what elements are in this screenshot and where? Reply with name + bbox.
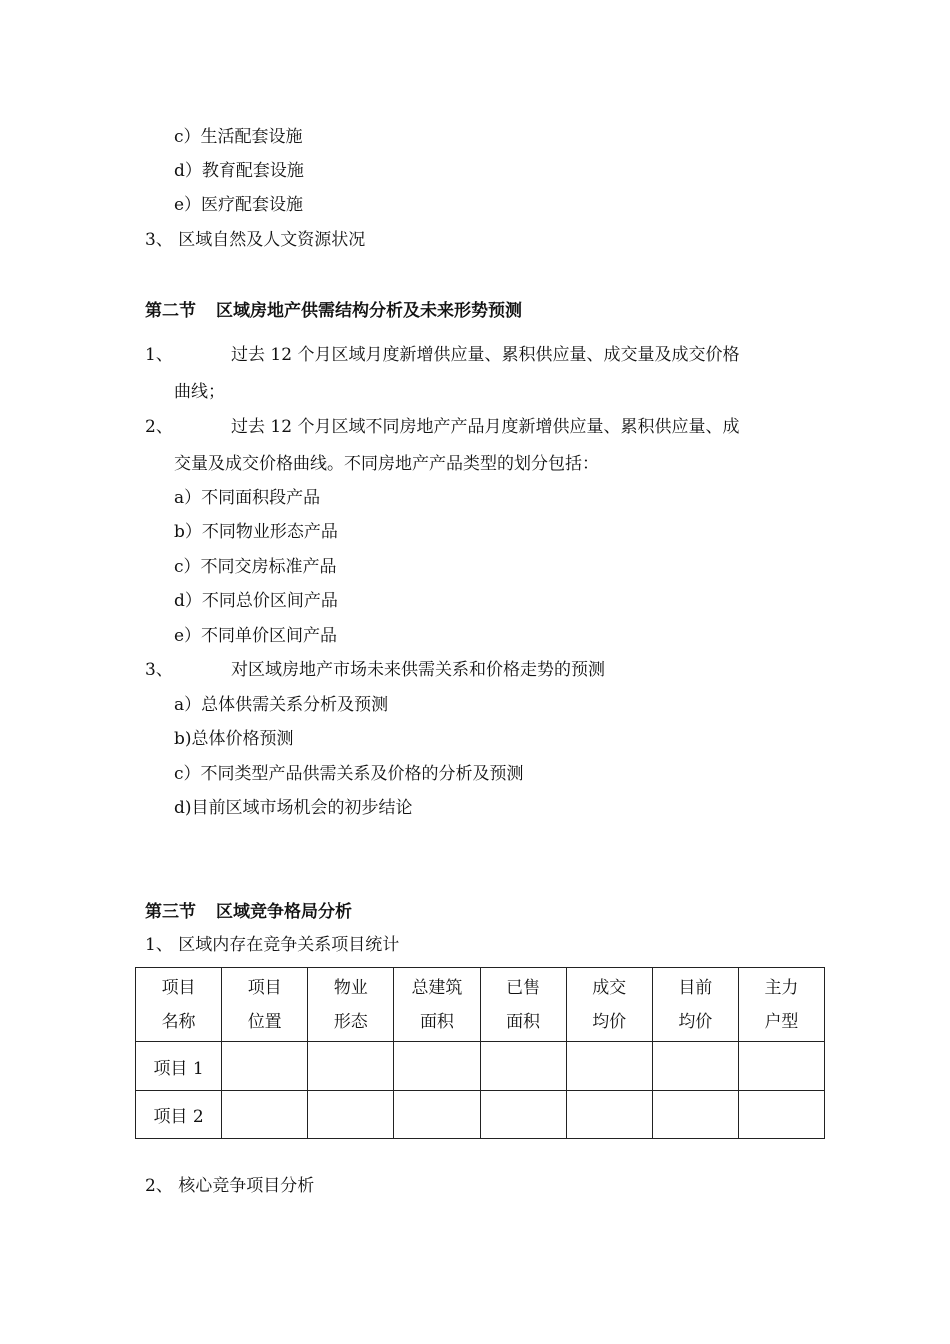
table-cell	[480, 1090, 566, 1138]
table-cell	[566, 1090, 652, 1138]
table-cell	[652, 1090, 738, 1138]
sub-item-e-unit-price: e）不同单价区间产品	[174, 626, 338, 646]
table-cell	[566, 1042, 652, 1090]
item-2-number: 2、	[145, 417, 173, 437]
section-2-heading	[145, 301, 522, 321]
sub-item-b-property: b）不同物业形态产品	[174, 522, 338, 542]
table-cell	[222, 1042, 308, 1090]
header-project-name: 项目 名称	[136, 968, 222, 1042]
sub-item-a-area: a）不同面积段产品	[174, 488, 321, 508]
competition-table	[135, 967, 825, 1139]
sub-item-d-opportunity: d)目前区域市场机会的初步结论	[174, 798, 413, 818]
table-row	[136, 1090, 825, 1138]
sub-item-b-price: b)总体价格预测	[174, 729, 294, 749]
item-1-text-line1: 过去 12 个月区域月度新增供应量、累积供应量、成交量及成交价格	[231, 345, 740, 365]
section-3-number: 第三节	[145, 902, 196, 922]
table-cell	[738, 1042, 824, 1090]
sub-item-c-types: c）不同类型产品供需关系及价格的分析及预测	[174, 764, 524, 784]
item-2-text-line1: 过去 12 个月区域不同房地产产品月度新增供应量、累积供应量、成	[231, 417, 740, 437]
table-cell	[394, 1090, 480, 1138]
section-2-number: 第二节	[145, 301, 196, 321]
header-project-location: 项目 位置	[222, 968, 308, 1042]
list-item-d-education: d）教育配套设施	[174, 161, 304, 181]
header-deal-avg-price: 成交 均价	[566, 968, 652, 1042]
list-item-c-living: c）生活配套设施	[174, 127, 303, 147]
section-3-item-1: 1、 区域内存在竞争关系项目统计	[145, 935, 400, 955]
sub-item-a-overall: a）总体供需关系分析及预测	[174, 695, 389, 715]
list-item-3-resources: 3、 区域自然及人文资源状况	[145, 230, 366, 250]
header-property-type: 物业 形态	[308, 968, 394, 1042]
section-2-title: 区域房地产供需结构分析及未来形势预测	[216, 301, 522, 321]
table-cell	[738, 1090, 824, 1138]
header-main-unit-type: 主力 户型	[738, 968, 824, 1042]
header-sold-area: 已售 面积	[480, 968, 566, 1042]
header-total-area: 总建筑 面积	[394, 968, 480, 1042]
section-3-title: 区域竞争格局分析	[216, 902, 352, 922]
header-current-avg-price: 目前 均价	[652, 968, 738, 1042]
item-3-number: 3、	[145, 660, 173, 680]
table-header-row	[136, 968, 825, 1042]
table-cell	[308, 1042, 394, 1090]
table-cell: 项目 2	[136, 1090, 222, 1138]
list-item-e-medical: e）医疗配套设施	[174, 195, 304, 215]
section-3-item-2: 2、 核心竞争项目分析	[145, 1176, 315, 1196]
item-2-text-line2: 交量及成交价格曲线。不同房地产产品类型的划分包括：	[174, 454, 599, 474]
item-1-text-line2: 曲线；	[174, 382, 225, 402]
item-3-text: 对区域房地产市场未来供需关系和价格走势的预测	[231, 660, 605, 680]
table-cell	[222, 1090, 308, 1138]
table-cell	[480, 1042, 566, 1090]
table-cell: 项目 1	[136, 1042, 222, 1090]
section-3-heading	[145, 902, 352, 922]
sub-item-d-total-price: d）不同总价区间产品	[174, 591, 338, 611]
table-cell	[394, 1042, 480, 1090]
table-row	[136, 1042, 825, 1090]
table-cell	[652, 1042, 738, 1090]
sub-item-c-delivery: c）不同交房标准产品	[174, 557, 337, 577]
table-cell	[308, 1090, 394, 1138]
item-1-number: 1、	[145, 345, 173, 365]
